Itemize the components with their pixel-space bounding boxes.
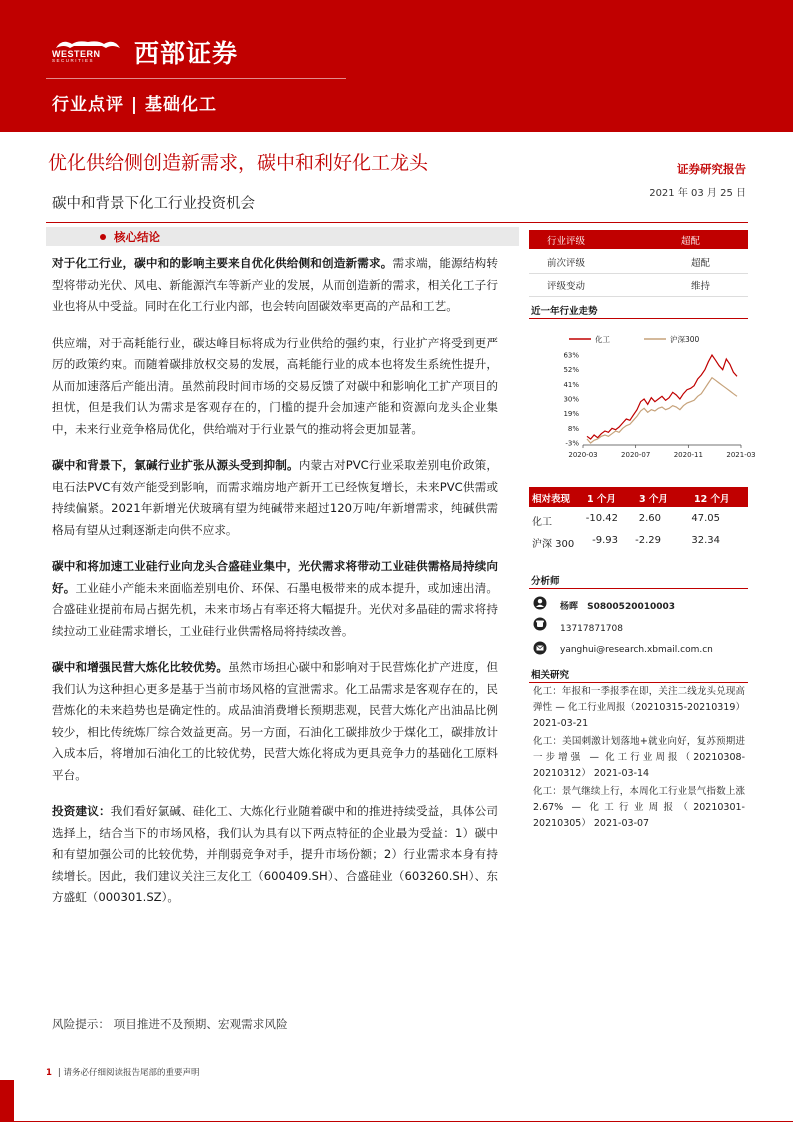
- logo-english: WESTERN SECURITIES: [52, 49, 101, 63]
- analyst-email[interactable]: yanghui@research.xbmail.com.cn: [560, 645, 713, 655]
- related-title: 相关研究: [531, 670, 570, 681]
- rating-row: [529, 274, 748, 297]
- logo-english-sub: SECURITIES: [52, 58, 95, 63]
- perf-cell: 2.60: [638, 513, 661, 524]
- report-type: 证券研究报告: [677, 162, 746, 176]
- paragraph: [52, 556, 498, 642]
- core-conclusion-label: 核心结论: [114, 230, 160, 244]
- paragraph-lead: 投资建议：: [52, 804, 111, 818]
- perf-row-name: 沪深 300: [532, 539, 575, 550]
- rating-row-value: 超配: [691, 258, 711, 269]
- person-icon: [533, 596, 547, 610]
- rating-row-label: 评级变动: [547, 281, 586, 292]
- perf-header-cell: 相对表现: [532, 494, 571, 505]
- page-number: 1: [46, 1068, 52, 1078]
- paragraph-text: 供应端，对于高耗能行业，碳达峰目标将成为行业供给的强约束，行业扩产将受到更严厉的政策约束。而随着碳排放权交易的发展，高耗能行业的成本也将发生系统性提升，从而加速落后产能出清。虽然前段时间市场的交易反馈了对碳中和影响化工扩产项目的担忧，但是我们认为需求是客观存在的，门槛的提升会加速产能和资源向龙头企业集中，未来行业竞争格局优化，供给端对于行业景气的推动将会更加显著。: [52, 335, 498, 436]
- analyst-divider: [529, 588, 748, 589]
- analyst-title: 分析师: [531, 576, 560, 587]
- paragraph-text: 内蒙古对PVC行业采取差别电价政策，电石法PVC有效产能受到影响，而需求端房地产新开工已经恢复增长，未来PVC供需或持续偏紧。2021年新增光伏玻璃有望为纯碱带来超过120万吨/年新增需求，纯碱供需格局有望从过剩逐渐走向供不应求。: [52, 458, 498, 537]
- paragraph-text: 虽然市场担心碳中和影响对于民营炼化扩产进度，但我们认为这种担心更多是基于当前市场风格的宣泄需求。化工品需求是客观存在的，民营炼化的未来趋势也是确定性的。成品油消费增长预期悲观，民营大炼化产出油品比例较少，相比传统炼厂综合效益更高。另一方面，石油化工碳排放少于煤化工，碳排放计入成本后，将增加石油化工的比较优势，民营大炼化将成为更具竞争力的基础化工原料平台。: [52, 660, 498, 782]
- header-divider: [46, 78, 346, 79]
- related-item[interactable]: 化工：美国刺激计划落地+就业向好，复苏预期进一步增强 — 化工行业周报（20210308-20210312） 2021-03-14: [533, 736, 745, 779]
- paragraph: [52, 253, 498, 318]
- performance-header: [529, 487, 748, 507]
- paragraph-text: 我们看好氯碱、硅化工、大炼化行业随着碳中和的推进持续受益，具体公司选择上，结合当下的市场风格，我们认为具有以下两点特征的企业最为受益：1）碳中和有望加强公司的比较优势，并削弱竞争对手，提升市场份额；2）行业需求本身有持续增长。因此，我们建议关注三友化工（600409.SH）、合盛硅业（603260.SH）、东方盛虹（000301.SZ）。: [52, 804, 498, 904]
- analyst-name: [560, 599, 675, 612]
- y-tick-label: 63%: [563, 351, 579, 360]
- paragraph: [52, 333, 498, 441]
- phone-icon: [533, 617, 547, 631]
- perf-header-cell: 3 个月: [639, 494, 668, 505]
- rating-label: 行业评级: [547, 236, 586, 247]
- paragraph-lead: 碳中和背景下，氯碱行业扩张从源头受到抑制。: [52, 458, 299, 472]
- paragraph-lead: 碳中和将加速工业硅行业向龙头合盛硅业集中，光伏需求将带动工业硅供需格局持续向好。: [52, 559, 498, 595]
- perf-cell: -2.29: [635, 535, 661, 546]
- related-item[interactable]: 化工：景气继续上行，本周化工行业景气指数上涨 2.67% — 化工行业周报（20210301-20210305） 2021-03-07: [533, 786, 745, 829]
- paragraph: [52, 657, 498, 786]
- y-tick-label: -3%: [565, 439, 579, 448]
- report-title: 优化供给侧创造新需求，碳中和利好化工龙头: [48, 152, 429, 174]
- y-tick-label: 52%: [563, 366, 579, 375]
- main-body: [52, 253, 498, 924]
- related-divider: [529, 682, 748, 683]
- trend-title: 近一年行业走势: [531, 306, 598, 317]
- report-category: 行业点评 | 基础化工: [52, 95, 218, 115]
- analyst-cert: S0800520010003: [587, 602, 676, 612]
- paragraph: [52, 801, 498, 909]
- bullet-dot-icon: [100, 234, 106, 240]
- perf-cell: 32.34: [691, 535, 720, 546]
- y-tick-label: 8%: [567, 424, 579, 433]
- footer-accent: [0, 1080, 14, 1122]
- y-tick-label: 19%: [563, 410, 579, 419]
- report-subtitle: 碳中和背景下化工行业投资机会: [52, 196, 255, 212]
- series-line: [587, 378, 737, 443]
- analyst-phone: 13717871708: [560, 624, 623, 634]
- paragraph-text: 需求端，能源结构转型将带动光伏、风电、新能源汽车等新产业的发展，从而创造新的需求，相关化工子行业也将从中受益。同时在化工行业内部，也会转向固碳效率更高的产品和工艺。: [52, 256, 498, 313]
- related-item[interactable]: 化工：年报和一季报季在即，关注二线龙头兑现高弹性 — 化工行业周报（20210315-20210319） 2021-03-21: [533, 686, 745, 729]
- rating-value: 超配: [681, 236, 701, 247]
- trend-chart: [529, 325, 756, 465]
- paragraph-text: 工业硅小产能未来面临差别电价、环保、石墨电极带来的成本提升，或加速出清。合盛硅业提前布局占据先机，未来市场占有率还将大幅提升。光伏对多晶硅的需求将持续拉动工业硅需求增长，工业硅行业供需格局将持续改善。: [52, 580, 498, 638]
- trend-divider: [529, 318, 748, 319]
- performance-row: [529, 508, 748, 532]
- x-tick-label: 2021-03: [726, 451, 756, 459]
- header-banner: [0, 0, 793, 132]
- core-conclusion-bar: [46, 227, 519, 246]
- related-research-list: [533, 684, 745, 834]
- perf-cell: 47.05: [691, 513, 720, 524]
- legend-label: 沪深300: [670, 335, 700, 344]
- rating-header: [529, 230, 748, 249]
- paragraph-lead: 对于化工行业，碳中和的影响主要来自优化供给侧和创造新需求。: [52, 256, 393, 270]
- y-tick-label: 30%: [563, 395, 579, 404]
- x-tick-label: 2020-03: [568, 451, 598, 459]
- logo-chinese: 西部证券: [134, 39, 239, 68]
- perf-cell: -10.42: [585, 513, 618, 524]
- email-icon: [533, 641, 547, 655]
- x-tick-label: 2020-11: [673, 451, 703, 459]
- footer: [46, 1066, 200, 1078]
- perf-cell: -9.93: [592, 535, 618, 546]
- risk-warning: 风险提示： 项目推进不及预期、宏观需求风险: [52, 1017, 288, 1031]
- paragraph: [52, 455, 498, 541]
- perf-header-cell: 1 个月: [587, 494, 616, 505]
- series-line: [587, 355, 737, 439]
- rating-row-label: 前次评级: [547, 258, 586, 269]
- x-tick-label: 2020-07: [621, 451, 651, 459]
- rating-row: [529, 251, 748, 274]
- legend-label: 化工: [595, 335, 610, 344]
- perf-row-name: 化工: [532, 517, 552, 528]
- performance-row: [529, 530, 748, 554]
- paragraph-lead: 碳中和增强民营大炼化比较优势。: [52, 660, 229, 674]
- report-date: 2021 年 03 月 25 日: [649, 188, 746, 199]
- analyst-name-text: 杨晖: [560, 602, 579, 612]
- title-divider: [46, 222, 748, 223]
- footer-disclaimer: | 请务必仔细阅读报告尾部的重要声明: [57, 1068, 200, 1078]
- rating-row-value: 维持: [691, 281, 711, 292]
- perf-header-cell: 12 个月: [694, 494, 730, 505]
- y-tick-label: 41%: [563, 380, 579, 389]
